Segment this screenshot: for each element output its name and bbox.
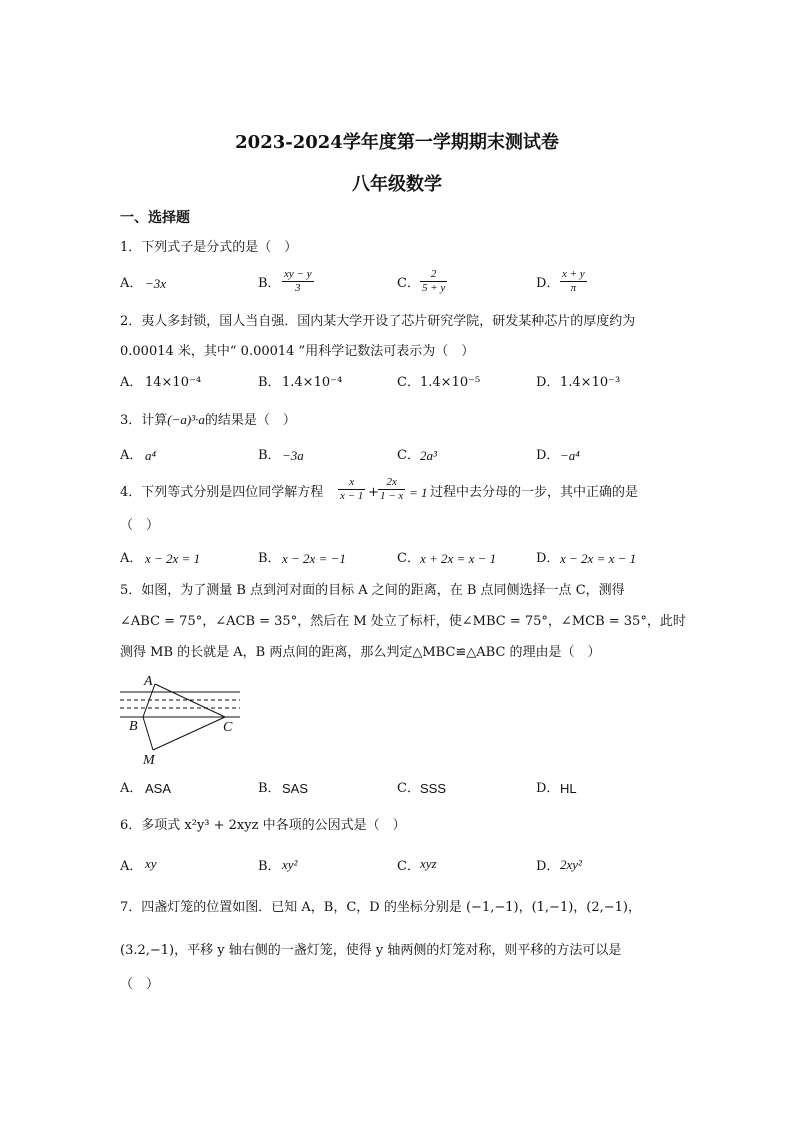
q1-option-b-denominator: 3 bbox=[295, 282, 301, 294]
q6-option-b: xy² bbox=[282, 857, 298, 872]
q1-option-d-fraction bbox=[560, 268, 587, 295]
q4-stem-line2: （ ） bbox=[120, 518, 160, 533]
q5-option-c-label: C． bbox=[397, 781, 420, 796]
q6-option-c-label: C． bbox=[397, 859, 420, 874]
q3-option-c: 2a³ bbox=[420, 448, 437, 463]
q2-option-c: 1.4×10⁻⁵ bbox=[420, 375, 481, 390]
q5-stem-line1: 5．如图，为了测量 B 点到河对面的目标 A 之间的距离，在 B 点同侧选择一点 C，测得 bbox=[120, 583, 625, 598]
q6-option-d: 2xy² bbox=[560, 857, 582, 872]
segment-bm bbox=[143, 717, 153, 750]
q4-stem-post: 过程中去分母的一步，其中正确的是 bbox=[430, 485, 639, 500]
q2-option-a-label: A． bbox=[120, 375, 143, 390]
q2-option-d-label: D． bbox=[536, 375, 560, 390]
q4-fraction-1-denominator: x − 1 bbox=[340, 490, 364, 502]
q4-equals-one: = 1 bbox=[409, 485, 428, 500]
q1-option-d-numerator: x + y bbox=[562, 268, 585, 280]
q5-option-a: ASA bbox=[145, 781, 172, 796]
q2-stem-line2: 0.00014 米，其中“ 0.00014 ”用科学记数法可表示为（ ） bbox=[120, 344, 475, 359]
q2-stem-line1: 2．夷人多封锁，国人当自强．国内某大学开设了芯片研究学院，研发某种芯片的厚度约为 bbox=[120, 314, 636, 329]
q5-option-b: SAS bbox=[282, 781, 309, 796]
point-m-label: M bbox=[143, 753, 155, 767]
q4-plus-sign: + bbox=[368, 485, 379, 500]
q7-stem-line1: 7．四盏灯笼的位置如图．已知 A，B，C，D 的坐标分别是 (−1,−1)，(1,−1)，(2,−1)， bbox=[120, 900, 642, 915]
q4-option-a-label: A． bbox=[120, 551, 143, 566]
q1-option-c-fraction bbox=[420, 268, 447, 295]
q5-option-d: HL bbox=[560, 781, 577, 796]
q5-stem-line3: 测得 MB 的长就是 A，B 两点间的距离，那么判定△MBC≌△ABC 的理由是（ ） bbox=[120, 645, 601, 660]
q1-option-b-numerator: xy − y bbox=[284, 268, 312, 280]
q1-option-c-label: C． bbox=[397, 276, 420, 291]
q1-option-d-denominator: π bbox=[570, 282, 577, 294]
q3-stem-pre: 3．计算 bbox=[120, 413, 168, 428]
point-b-label: B bbox=[129, 719, 138, 734]
q4-fraction-1 bbox=[338, 476, 365, 503]
q3-stem-expression: (−a)³·a bbox=[167, 412, 205, 427]
q3-stem-post: 的结果是（ ） bbox=[204, 413, 296, 428]
section-heading: 一、选择题 bbox=[120, 210, 190, 226]
q3-stem bbox=[120, 412, 296, 429]
q6-option-a: xy bbox=[145, 856, 157, 871]
q3-option-a: a⁴ bbox=[145, 448, 157, 463]
q1-option-a: −3x bbox=[145, 276, 167, 291]
q6-stem: 6．多项式 x²y³ + 2xyz 中各项的公因式是（ ） bbox=[120, 818, 406, 833]
q5-option-d-label: D． bbox=[536, 781, 560, 796]
q4-option-d: x − 2x = x − 1 bbox=[560, 551, 637, 566]
q2-option-a: 14×10⁻⁴ bbox=[145, 375, 202, 390]
q5-river-figure bbox=[115, 672, 250, 767]
q4-option-c: x + 2x = x − 1 bbox=[420, 551, 497, 566]
q6-option-d-label: D． bbox=[536, 859, 560, 874]
q3-option-b: −3a bbox=[282, 448, 304, 463]
q4-fraction-2 bbox=[378, 476, 405, 503]
exam-title: 2023-2024学年度第一学期期末测试卷 bbox=[235, 132, 559, 153]
q7-stem-line2: (3.2,−1)，平移 y 轴右侧的一盏灯笼，使得 y 轴两侧的灯笼对称，则平移的方法可以是 bbox=[120, 943, 622, 958]
q3-option-b-label: B． bbox=[258, 448, 281, 463]
q4-option-c-label: C． bbox=[397, 551, 420, 566]
q6-option-b-label: B． bbox=[258, 859, 281, 874]
q5-option-b-label: B． bbox=[258, 781, 281, 796]
exam-subtitle: 八年级数学 bbox=[352, 174, 442, 195]
q4-option-a: x − 2x = 1 bbox=[145, 551, 201, 566]
segment-mc bbox=[153, 717, 225, 750]
q7-stem-line3: （ ） bbox=[120, 977, 160, 992]
q4-option-d-label: D． bbox=[536, 551, 560, 566]
q4-fraction-2-numerator: 2x bbox=[378, 476, 405, 490]
q1-option-c-numerator: 2 bbox=[420, 268, 447, 282]
q1-option-a-label: A． bbox=[120, 276, 143, 291]
q4-fraction-2-denominator: 1 − x bbox=[380, 490, 404, 502]
q3-option-d: −a⁴ bbox=[560, 448, 580, 463]
q1-option-b-fraction bbox=[282, 268, 314, 295]
q3-option-d-label: D． bbox=[536, 448, 560, 463]
q5-option-c: SSS bbox=[420, 781, 447, 796]
q1-stem: 1．下列式子是分式的是（ ） bbox=[120, 240, 298, 255]
q2-option-b: 1.4×10⁻⁴ bbox=[282, 375, 343, 390]
q2-option-d: 1.4×10⁻³ bbox=[560, 375, 621, 390]
q1-option-b-label: B． bbox=[258, 276, 281, 291]
q4-stem-pre: 4．下列等式分别是四位同学解方程 bbox=[120, 485, 324, 500]
q1-option-d-label: D． bbox=[536, 276, 560, 291]
q4-fraction-1-numerator: x bbox=[338, 476, 365, 490]
q3-option-c-label: C． bbox=[397, 448, 420, 463]
point-a-label: A bbox=[144, 674, 153, 689]
q4-option-b-label: B． bbox=[258, 551, 281, 566]
q5-stem-line2: ∠ABC = 75°，∠ACB = 35°，然后在 M 处立了标杆，使∠MBC = 75°，∠MCB = 35°，此时 bbox=[120, 614, 686, 629]
q2-option-c-label: C． bbox=[397, 375, 420, 390]
q6-option-a-label: A． bbox=[120, 859, 143, 874]
q1-option-c-denominator: 5 + y bbox=[422, 282, 446, 294]
q5-option-a-label: A． bbox=[120, 781, 143, 796]
q2-option-b-label: B． bbox=[258, 375, 281, 390]
q4-option-b: x − 2x = −1 bbox=[282, 551, 346, 566]
q3-option-a-label: A． bbox=[120, 448, 143, 463]
point-c-label: C bbox=[223, 720, 233, 735]
q6-option-c: xyz bbox=[420, 856, 437, 871]
